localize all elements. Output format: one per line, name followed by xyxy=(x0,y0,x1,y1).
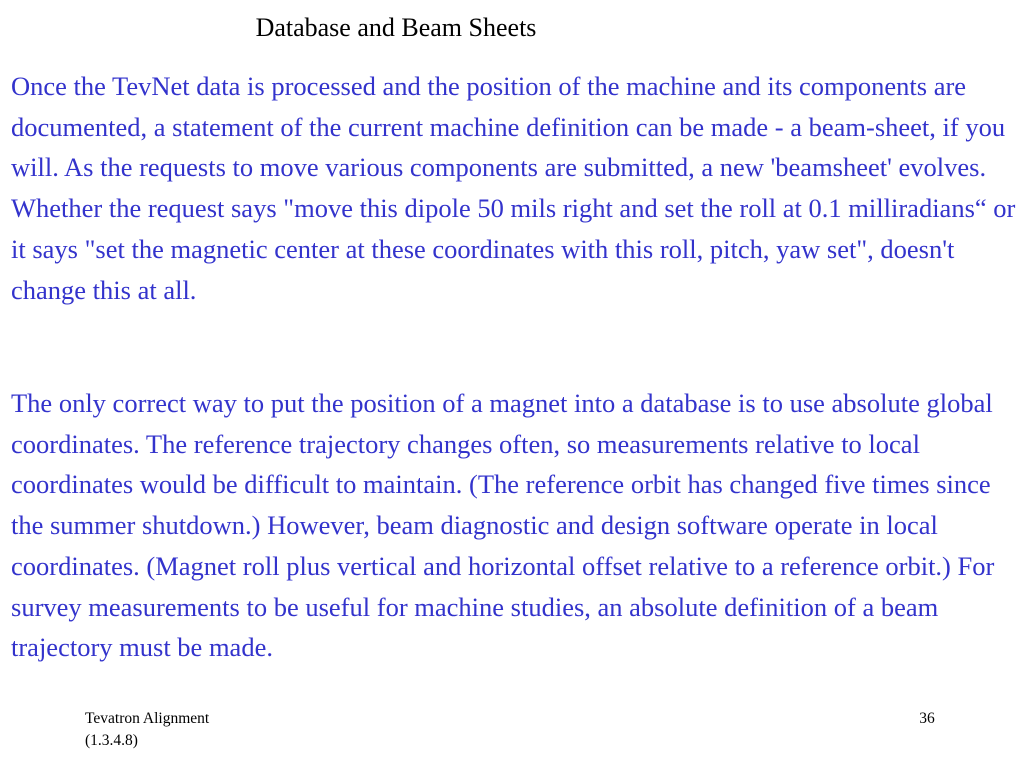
footer-left xyxy=(85,708,209,752)
footer-presentation-title: Tevatron Alignment xyxy=(85,710,210,727)
page-number: 36 xyxy=(919,710,935,727)
body-paragraph-1: Once the TevNet data is processed and the position of the machine and its components are documented, a statement of the current machine definition can be made - a beam-sheet, if you will. As the requests to move various components are submitted, a new 'beamsheet' evolves. Whether the request says "move this dipole 50 mils right and set the roll at 0.1 milliradians“ or it says "set the magnetic center at these coordinates with this roll, pitch, yaw set", doesn't change this at all. xyxy=(11,71,1016,305)
body-paragraph-2: The only correct way to put the position of a magnet into a database is to use absolute global coordinates. The reference trajectory changes often, so measurements relative to local coordinates would be difficult to maintain. (The reference orbit has changed five times since the summer shutdown.) However, beam diagnostic and design software operate in local coordinates. (Magnet roll plus vertical and horizontal offset relative to a reference orbit.) For survey measurements to be useful for machine studies, an absolute definition of a beam trajectory must be made. xyxy=(11,388,995,663)
footer-section-number: (1.3.4.8) xyxy=(85,732,138,749)
slide-title: Database and Beam Sheets xyxy=(255,13,537,42)
